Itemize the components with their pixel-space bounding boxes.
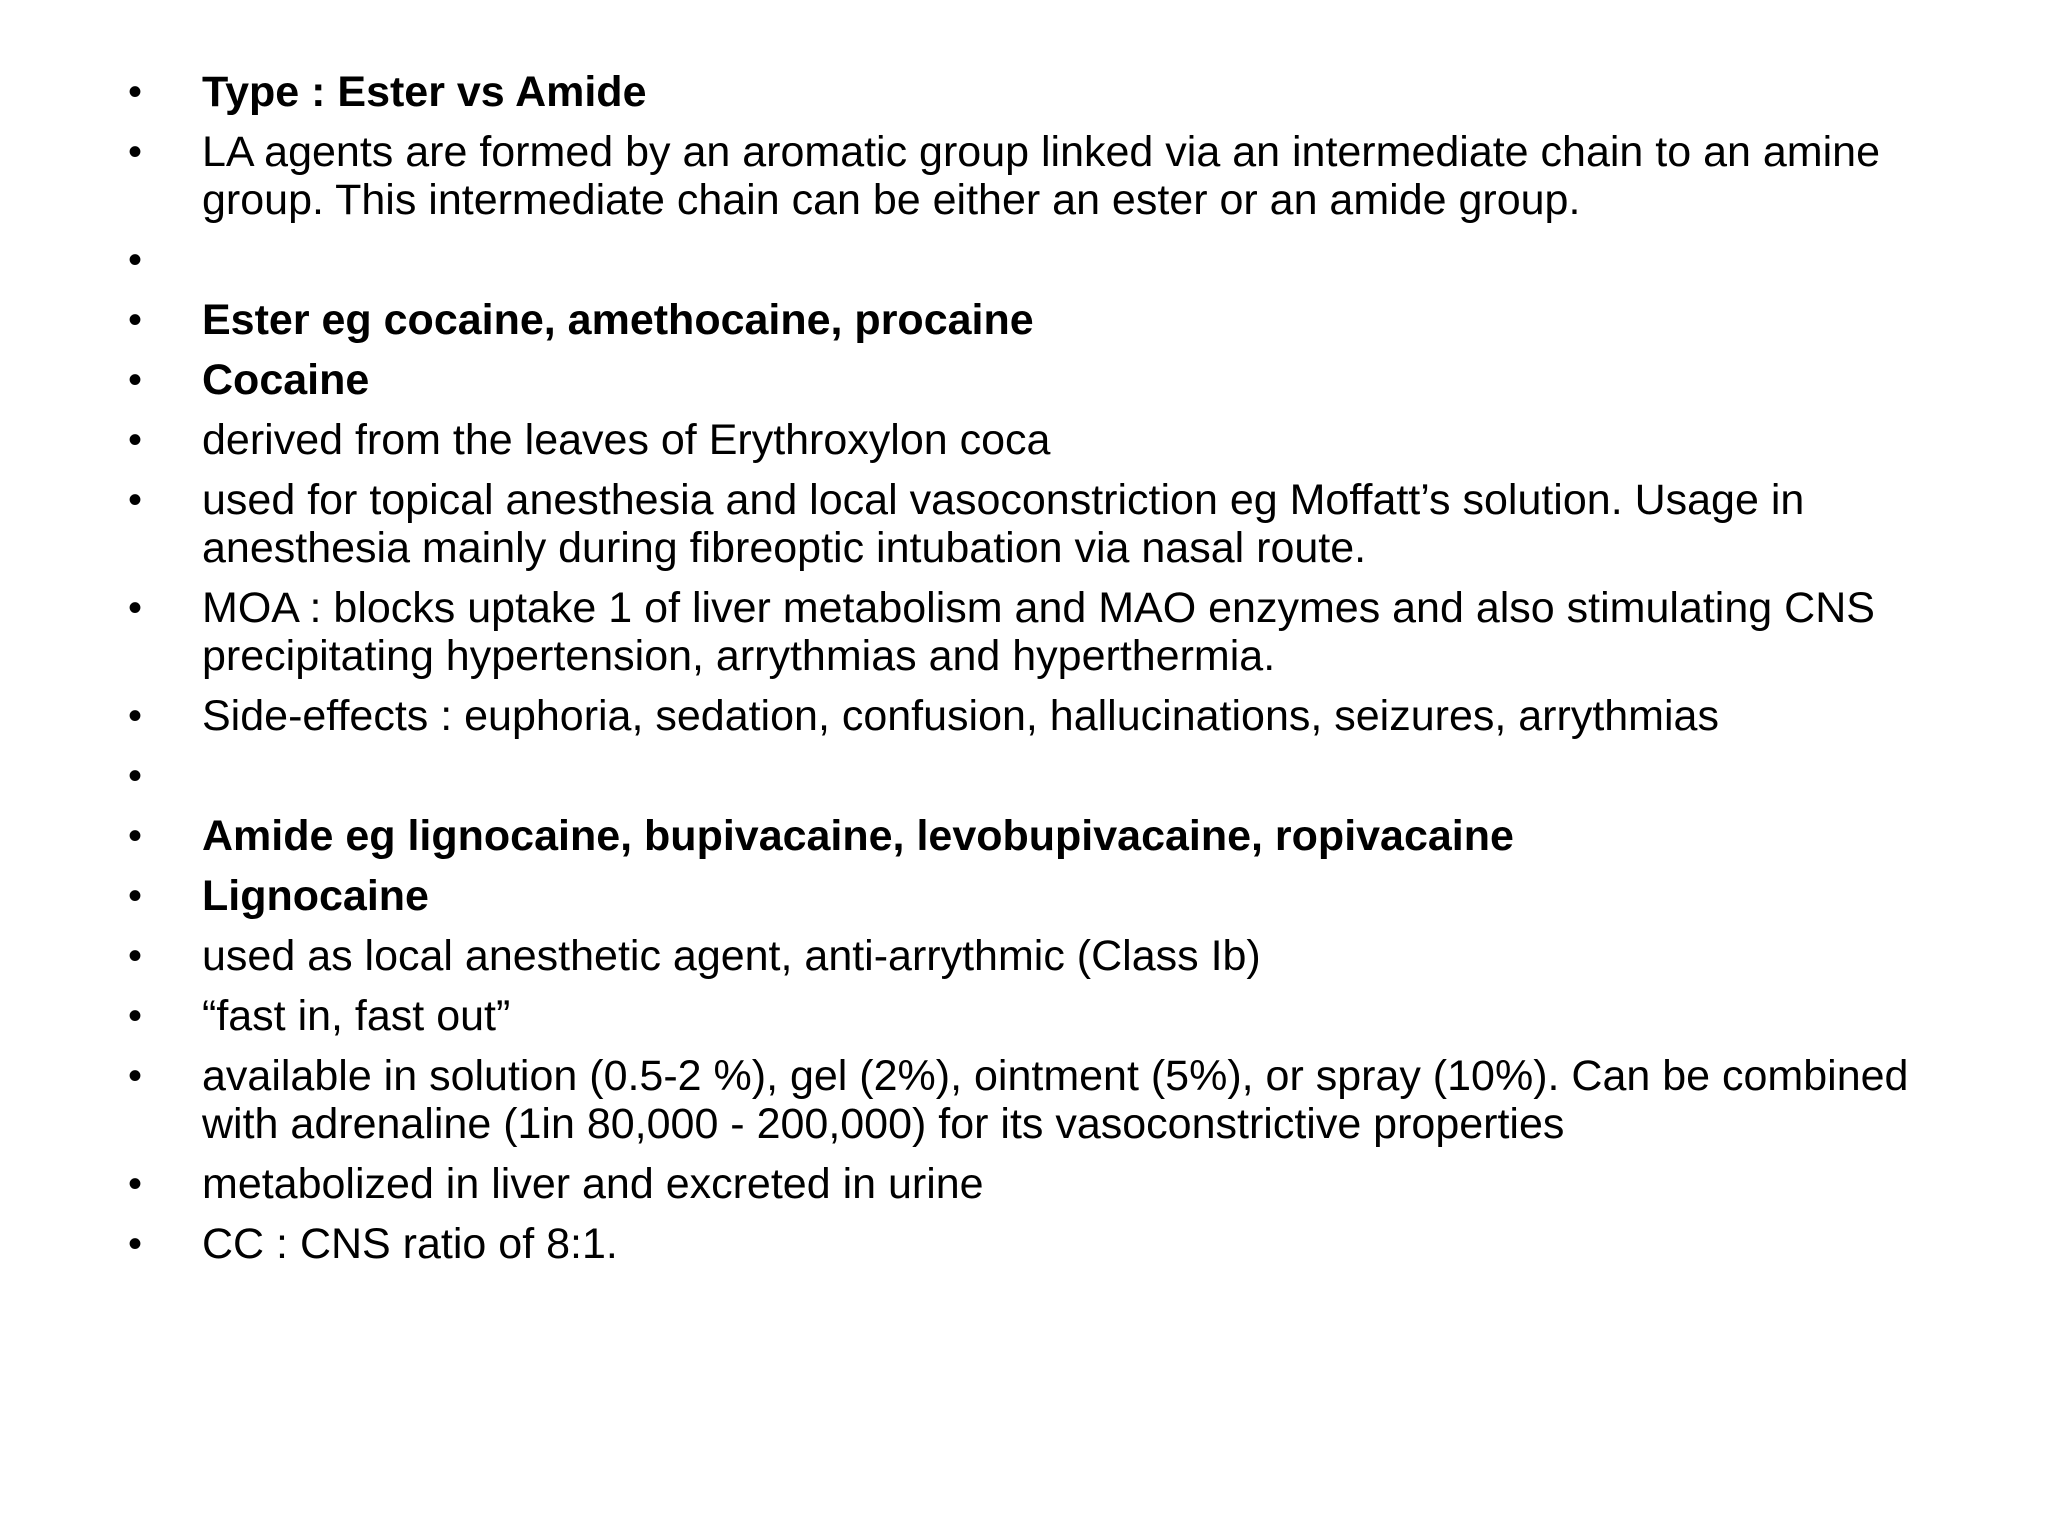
bullet-text: metabolized in liver and excreted in urine: [202, 1160, 984, 1208]
bullet-text: LA agents are formed by an aromatic group linked via an intermediate chain to an amine group. This intermediate chain can be either an ester or an amide group.: [202, 128, 1880, 224]
bullet-item-15: [120, 1160, 1980, 1208]
bullet-icon: •: [127, 994, 142, 1038]
bullet-icon: •: [127, 814, 142, 858]
bullet-item-2: [120, 236, 1980, 284]
bullet-icon: •: [127, 934, 142, 978]
bullet-text: Cocaine: [202, 356, 370, 404]
bullet-item-5: [120, 416, 1980, 464]
bullet-text: “fast in, fast out”: [202, 992, 511, 1040]
bullet-item-16: [120, 1220, 1980, 1268]
bullet-icon: •: [127, 874, 142, 918]
bullet-text: Side-effects : euphoria, sedation, confusion, hallucinations, seizures, arrythmias: [202, 692, 1719, 740]
bullet-item-8: [120, 692, 1980, 740]
bullet-item-0: [120, 68, 1980, 116]
bullet-icon: •: [127, 1162, 142, 1206]
bullet-item-9: [120, 752, 1980, 800]
bullet-text: used as local anesthetic agent, anti-arrythmic (Class Ib): [202, 932, 1261, 980]
bullet-text: Lignocaine: [202, 872, 429, 920]
bullet-item-14: [120, 1052, 1980, 1148]
bullet-list: [120, 68, 1980, 1280]
bullet-text: CC : CNS ratio of 8:1.: [202, 1220, 618, 1268]
bullet-icon: •: [127, 70, 142, 114]
bullet-item-6: [120, 476, 1980, 572]
bullet-text: Type : Ester vs Amide: [202, 68, 647, 116]
bullet-item-10: [120, 812, 1980, 860]
bullet-text: derived from the leaves of Erythroxylon coca: [202, 416, 1051, 464]
bullet-icon: •: [127, 358, 142, 402]
bullet-icon: •: [127, 298, 142, 342]
bullet-text: Ester eg cocaine, amethocaine, procaine: [202, 296, 1034, 344]
bullet-icon: •: [127, 418, 142, 462]
bullet-icon: •: [127, 478, 142, 522]
bullet-item-12: [120, 932, 1980, 980]
bullet-text: available in solution (0.5-2 %), gel (2%), ointment (5%), or spray (10%). Can be combined with adrenaline (1in 80,000 - 200,000) for its vasoconstrictive properties: [202, 1052, 1909, 1148]
bullet-item-3: [120, 296, 1980, 344]
bullet-text: MOA : blocks uptake 1 of liver metabolism and MAO enzymes and also stimulating CNS precipitating hypertension, arrythmias and hyperthermia.: [202, 584, 1875, 680]
bullet-icon: •: [127, 754, 142, 798]
bullet-icon: •: [127, 1222, 142, 1266]
bullet-text: used for topical anesthesia and local vasoconstriction eg Moffatt’s solution. Usage in anesthesia mainly during fibreoptic intubation via nasal route.: [202, 476, 1805, 572]
bullet-icon: •: [127, 694, 142, 738]
bullet-icon: •: [127, 1054, 142, 1098]
bullet-item-1: [120, 128, 1980, 224]
bullet-item-7: [120, 584, 1980, 680]
bullet-icon: •: [127, 238, 142, 282]
bullet-icon: •: [127, 586, 142, 630]
bullet-item-13: [120, 992, 1980, 1040]
bullet-text: Amide eg lignocaine, bupivacaine, levobupivacaine, ropivacaine: [202, 812, 1514, 860]
bullet-icon: •: [127, 130, 142, 174]
bullet-item-4: [120, 356, 1980, 404]
bullet-item-11: [120, 872, 1980, 920]
